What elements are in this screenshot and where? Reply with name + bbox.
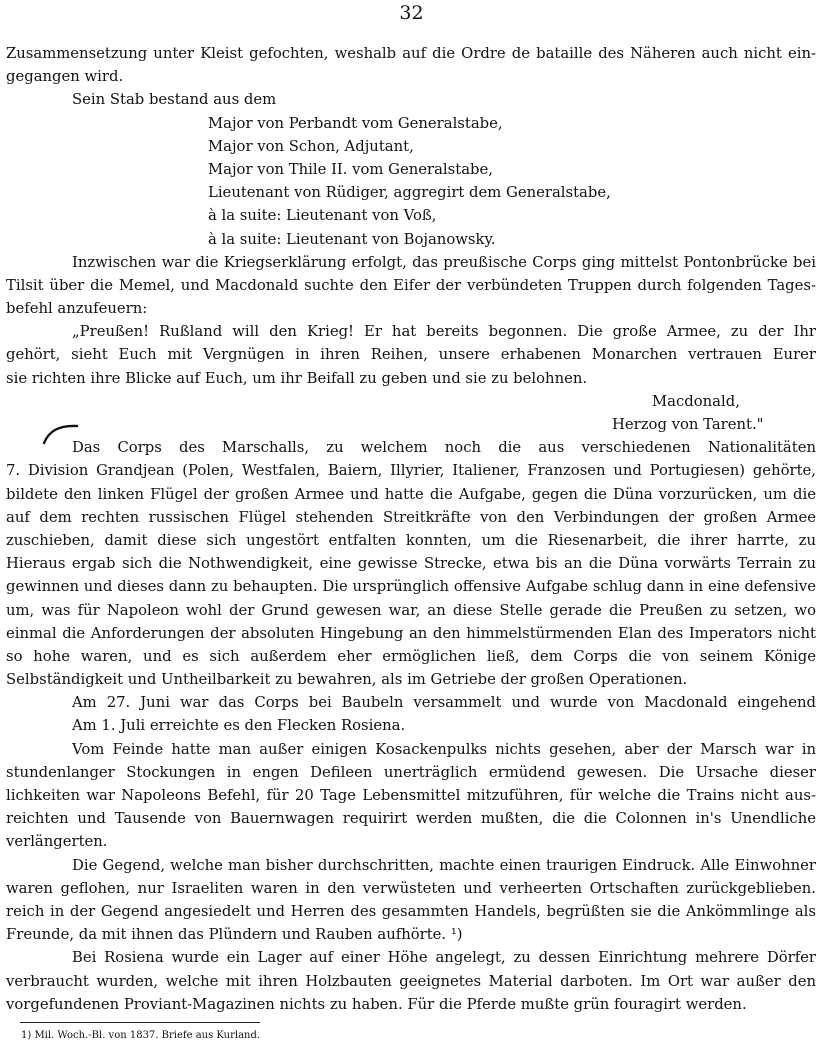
text-line: Am 27. Juni war das Corps bei Baubeln versammelt und wurde von Macdonald eingehend xyxy=(72,694,816,712)
text-line: Sein Stab bestand aus dem xyxy=(72,91,277,109)
text-line: „Preußen! Rußland will den Krieg! Er hat bereits begonnen. Die große Armee, zu der Ihr xyxy=(72,323,816,341)
text-line: so hohe waren, und es sich außerdem eher ermöglichen ließ, dem Corps die von seinem Könige xyxy=(6,647,816,665)
text-line: gegangen wird. xyxy=(6,68,124,86)
text-line: Die Gegend, welche man bisher durchschritten, machte einen traurigen Eindruck. Alle Einwohner xyxy=(72,856,816,874)
text-line: à la suite: Lieutenant von Voß, xyxy=(208,207,437,225)
text-line: stundenlanger Stockungen in engen Defileen unerträglich ermüdend gewesen. Die Ursache dieser xyxy=(6,763,816,781)
text-line: sie richten ihre Blicke auf Euch, um ihr Beifall zu geben und sie zu belohnen. xyxy=(6,369,588,387)
text-line: Hieraus ergab sich die Nothwendigkeit, eine gewisse Strecke, etwa bis an die Düna vorwärts Terrain zu xyxy=(6,555,816,573)
text-line: auf dem rechten russischen Flügel stehenden Streitkräfte von den Verbindungen der großen Armee xyxy=(6,508,816,526)
text-line: gewinnen und dieses dann zu behaupten. Die ursprünglich offensive Aufgabe schlug dann in eine defensive xyxy=(6,578,816,596)
text-line: Bei Rosiena wurde ein Lager auf einer Höhe angelegt, zu dessen Einrichtung mehrere Dörfer xyxy=(72,949,816,967)
text-line: um, was für Napoleon wohl der Grund gewesen war, an diese Stelle gerade die Preußen zu setzen, wo xyxy=(6,601,816,619)
footnote-divider xyxy=(20,1022,260,1023)
text-line: gehört, sieht Euch mit Vergnügen in ihren Reihen, unsere erhabenen Monarchen vertrauen Eurer xyxy=(6,346,816,364)
text-line: reich in der Gegend angesiedelt und Herren des gesammten Handels, begrüßten sie die Ankömmlinge als xyxy=(6,902,816,920)
page-number: 32 xyxy=(399,2,424,24)
text-line: Major von Thile II. vom Generalstabe, xyxy=(208,160,493,178)
text-line: verbraucht wurden, welche mit ihren Holzbauten geeignetes Material darboten. Im Ort war außer den xyxy=(6,972,816,990)
text-line: einmal die Anforderungen der absoluten Hingebung an den himmelstürmenden Elan des Imperators nicht xyxy=(6,624,816,642)
text-line: bildete den linken Flügel der großen Armee und hatte die Aufgabe, gegen die Düna vorzurücken, um die xyxy=(6,485,816,503)
text-line: Lieutenant von Rüdiger, aggregirt dem Generalstabe, xyxy=(208,184,611,202)
text-line: Das Corps des Marschalls, zu welchem noch die aus verschiedenen Nationalitäten xyxy=(72,439,816,457)
text-line: 7. Division Grandjean (Polen, Westfalen, Baiern, Illyrier, Italiener, Franzosen und Portugiesen) gehörte, xyxy=(6,462,816,480)
text-line: Macdonald, xyxy=(652,392,740,410)
text-line: Major von Schon, Adjutant, xyxy=(208,137,414,155)
text-line: Selbständigkeit und Untheilbarkeit zu bewahren, als im Getriebe der großen Operationen. xyxy=(6,671,688,689)
text-line: à la suite: Lieutenant von Bojanowsky. xyxy=(208,230,496,248)
text-line: Herzog von Tarent." xyxy=(612,416,764,433)
text-line: Inzwischen war die Kriegserklärung erfolgt, das preußische Corps ging mittelst Pontonbrücke bei xyxy=(72,253,816,271)
text-line: Freunde, da mit ihnen das Plündern und Rauben aufhörte. ¹) xyxy=(6,926,463,944)
text-line: Major von Perbandt vom Generalstabe, xyxy=(208,114,503,132)
body-text xyxy=(6,42,816,1016)
text-line: Vom Feinde hatte man außer einigen Kosackenpulks nichts gesehen, aber der Marsch war in xyxy=(72,740,816,758)
text-line: Am 1. Juli erreichte es den Flecken Rosiena. xyxy=(72,717,406,735)
text-line: waren geflohen, nur Israeliten waren in den verwüsteten und verheerten Ortschaften zurückgeblieben. xyxy=(6,879,816,897)
text-line: vorgefundenen Proviant-Magazinen nichts zu haben. Für die Pferde mußte grün fouragirt werden. xyxy=(6,995,747,1013)
text-line: zuschieben, damit diese sich ungestört entfalten konnten, um die Riesenarbeit, die ihrer harrte, zu xyxy=(6,531,816,549)
text-line: Tilsit über die Memel, und Macdonald suchte den Eifer der verbündeten Truppen durch folgenden Tages- xyxy=(6,276,816,294)
text-line: befehl anzufeuern: xyxy=(6,300,148,318)
text-line: lichkeiten war Napoleons Befehl, für 20 Tage Lebensmittel mitzuführen, für welche die Trains nicht aus- xyxy=(6,787,816,804)
text-line: verlängerten. xyxy=(6,833,108,851)
text-line: reichten und Tausende von Bauernwagen requirirt werden mußten, die die Colonnen in's Unendliche xyxy=(6,810,816,828)
text-line: Zusammensetzung unter Kleist gefochten, weshalb auf die Ordre de bataille des Näheren auch nicht ein- xyxy=(6,45,816,62)
footnote: 1) Mil. Woch.-Bl. von 1837. Briefe aus Kurland. xyxy=(21,1030,261,1041)
